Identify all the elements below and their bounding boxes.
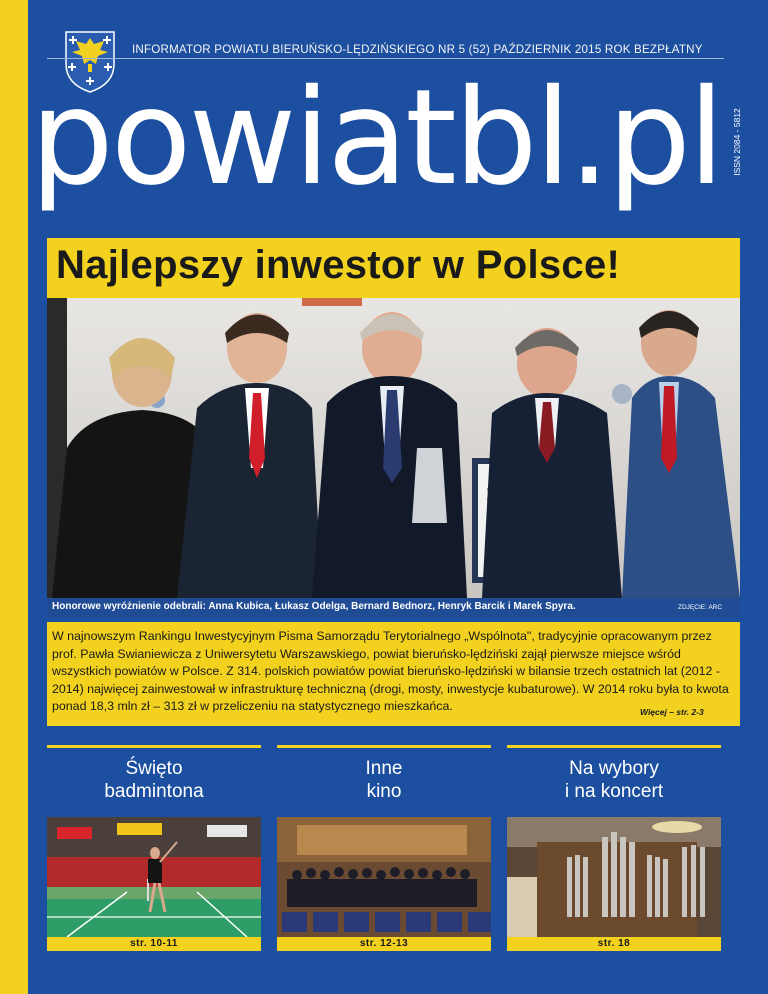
issn-label bbox=[722, 82, 752, 202]
issue-info-line: INFORMATOR POWIATU BIERUŃSKO-LĘDZIŃSKIEGO NR 5 (52) PAŹDZIERNIK 2015 ROK BEZPŁATNY bbox=[132, 43, 703, 56]
church-organ-illustration bbox=[507, 817, 721, 937]
teaser-title-line: Święto bbox=[125, 758, 183, 779]
teaser-page-tag: str. 12-13 bbox=[277, 937, 491, 951]
award-photo-illustration bbox=[47, 298, 740, 598]
photo-credit: ZDJĘCIE: ARC bbox=[678, 604, 723, 611]
teaser-image-organ[interactable] bbox=[507, 817, 721, 937]
teaser-title-wybory[interactable] bbox=[507, 757, 721, 803]
teaser-title-line: kino bbox=[366, 781, 402, 802]
teaser-title-line: i na koncert bbox=[564, 781, 664, 802]
teaser-page-tag: str. 18 bbox=[507, 937, 721, 951]
teaser-rule bbox=[277, 745, 491, 748]
award-photo bbox=[47, 298, 740, 598]
teaser-title-badminton[interactable] bbox=[47, 757, 261, 803]
lead-text: W najnowszym Rankingu Inwestycyjnym Pisma Samorządu Terytorialnego „Wspólnota", tradycyjnie opracowanym przez prof. Pawła Swianiewicza z Uniwersytetu Warszawskiego, powiat bieruńsko-lędziński zajął pierwsze miejsce wśród wszystkich powiatów w Polsce. Z 314. polskich powiatów powiat bieruńsko-lędziński w bilansie trzech ostatnich lat (2012 - 2014) najwięcej zainwestował w infrastrukturę techniczną (drogi, mosty, inwestycje kubaturowe). W 2014 roku była to kwota ponad 18,3 mln zł – 313 zł w przeliczeniu na statystycznego mieszkańca. bbox=[52, 629, 729, 713]
teaser-title-line: Na wybory bbox=[569, 758, 659, 779]
teaser-title-line: badmintona bbox=[104, 781, 204, 802]
teaser-rule bbox=[47, 745, 261, 748]
badminton-hall-illustration bbox=[47, 817, 261, 937]
teaser-image-badminton[interactable] bbox=[47, 817, 261, 937]
left-yellow-strip bbox=[0, 0, 28, 994]
main-headline: Najlepszy inwestor w Polsce! bbox=[56, 243, 621, 287]
teaser-image-kino[interactable] bbox=[277, 817, 491, 937]
masthead-title: powiatbl.pl bbox=[30, 61, 722, 215]
teaser-page-tag: str. 10-11 bbox=[47, 937, 261, 951]
teaser-rule bbox=[507, 745, 721, 748]
more-link[interactable]: Więcej – str. 2-3 bbox=[640, 707, 704, 717]
photo-caption: Honorowe wyróżnienie odebrali: Anna Kubica, Łukasz Odelga, Bernard Bednorz, Henryk Barcik i Marek Spyra. bbox=[52, 601, 576, 612]
teaser-title-line: Inne bbox=[365, 758, 403, 779]
teaser-title-kino[interactable] bbox=[277, 757, 491, 803]
cinema-audience-illustration bbox=[277, 817, 491, 937]
issn-text: ISSN 2084 - 5812 bbox=[732, 108, 742, 176]
